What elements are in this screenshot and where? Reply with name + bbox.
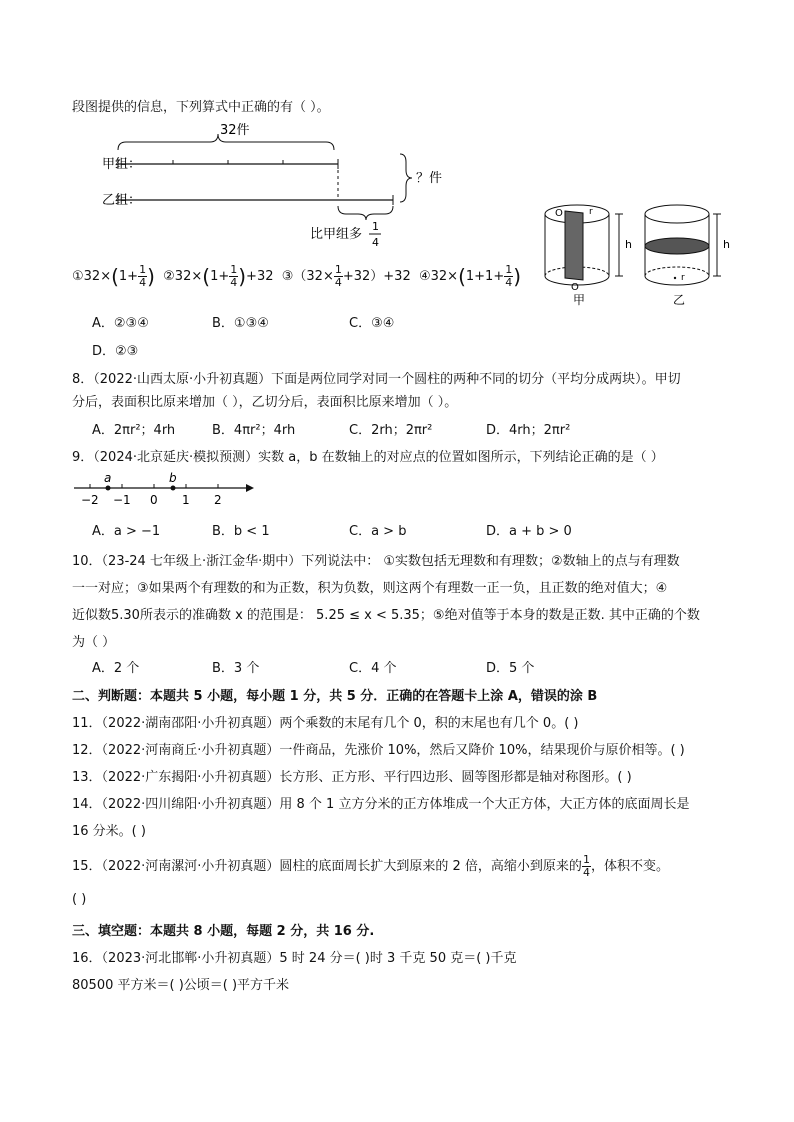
- q8-line1: 8．（2022·山西太原·小升初真题）下面是两位同学对同一个圆柱的两种不同的切分（平均分成两块）。甲切: [72, 372, 681, 387]
- cyl-o-top: O: [555, 208, 563, 219]
- q14-line2: 16 分米。( ): [72, 824, 146, 839]
- tick-0: 0: [150, 493, 158, 506]
- expr3-mid: +32）+32: [342, 269, 411, 284]
- expr3: ③（32×: [281, 269, 334, 284]
- q10-line2: 一一对应；③如果两个有理数的和为正数，积为负数，则这两个有理数一正一负，且正数的绝对值大；④: [72, 581, 668, 596]
- expr2-frac: $\frac{1}{4}$: [230, 263, 238, 289]
- q10-option-c[interactable]: C．4 个: [349, 661, 397, 676]
- q16-line2: 80500 平方米＝( )公顷＝( )平方千米: [72, 978, 290, 993]
- q8-line2: 分后，表面积比原来增加（ ），乙切分后，表面积比原来增加（ ）。: [72, 395, 458, 410]
- label-jia: 甲组：: [102, 157, 142, 172]
- point-a-label: a: [104, 471, 112, 485]
- expr2-suffix: +32: [246, 269, 274, 284]
- expr1-prefix: ①32×: [72, 269, 112, 284]
- tick-neg1: −1: [113, 493, 131, 506]
- q7-option-c[interactable]: C．③④: [349, 316, 395, 331]
- q10-option-b[interactable]: B．3 个: [212, 661, 260, 676]
- tick-neg2: −2: [81, 493, 99, 506]
- tick-2: 2: [214, 493, 222, 506]
- q12: 12．（2022·河南商丘·小升初真题）一件商品，先涨价 10%，然后又降价 10%，结果现价与原价相等。( ): [72, 743, 685, 758]
- q7-intro: 段图提供的信息，下列算式中正确的有（ ）。: [72, 100, 330, 115]
- label-yi: 乙组：: [102, 193, 142, 208]
- expr4-frac: $\frac{1}{4}$: [505, 263, 513, 289]
- expr2-prefix: ②32×: [163, 269, 203, 284]
- frac-four: 4: [372, 236, 379, 249]
- cyl-jia-label: 甲: [573, 293, 586, 307]
- q15-line1: 15．（2022·河南漯河·小升初真题）圆柱的底面周长扩大到原来的 2 倍，高缩小到原来的 $\frac{1}{4}$ ，体积不变。: [72, 853, 669, 879]
- section2-title: 二、判断题：本题共 5 小题，每小题 1 分，共 5 分．正确的在答题卡上涂 A，错误的涂 B: [72, 689, 598, 704]
- point-b-marker: [171, 486, 176, 491]
- cyl-r-yi: r: [681, 273, 685, 283]
- q15-frac: $\frac{1}{4}$: [582, 853, 590, 879]
- q9-option-a[interactable]: A．a > −1: [92, 524, 161, 539]
- q7-option-d[interactable]: D．②③: [92, 344, 139, 359]
- q9-option-d[interactable]: D．a + b > 0: [486, 524, 572, 539]
- q9-number-line: [70, 470, 260, 506]
- label-q: ？件: [416, 171, 443, 186]
- q9-line1: 9．（2024·北京延庆·模拟预测）实数 a，b 在数轴上的对应点的位置如图所示，下列结论正确的是（ ）: [72, 450, 664, 465]
- q14-line1: 14．（2022·四川绵阳·小升初真题）用 8 个 1 立方分米的正方体堆成一个大正方体，大正方体的底面周长是: [72, 797, 690, 812]
- q16-line1: 16．（2023·河北邯郸·小升初真题）5 时 24 分＝( )时 3 千克 50 克＝( )千克: [72, 951, 517, 966]
- q7-option-b[interactable]: B．①③④: [212, 316, 269, 331]
- q10-line1: 10．（23-24 七年级上·浙江金华·期中）下列说法中： ①实数包括无理数和有理数；②数轴上的点与有理数: [72, 554, 680, 569]
- q8-option-c[interactable]: C．2rh；2πr²: [349, 423, 433, 438]
- cyl-o-bottom: O: [571, 282, 579, 293]
- expr4-prefix: ④32×: [418, 269, 459, 284]
- expr1-one: 1+: [118, 269, 139, 284]
- cyl-r-top: r: [589, 207, 593, 217]
- frac-one: 1: [372, 220, 379, 233]
- expr4-one: 1+1+: [465, 269, 505, 284]
- q11: 11．（2022·湖南邵阳·小升初真题）两个乘数的末尾有几个 0，积的末尾也有几个 0。( ): [72, 716, 579, 731]
- q10-option-d[interactable]: D．5 个: [486, 661, 535, 676]
- expr3-frac: $\frac{1}{4}$: [334, 263, 342, 289]
- q10-option-a[interactable]: A．2 个: [92, 661, 140, 676]
- label-32: 32件: [220, 123, 250, 138]
- cylinder-figures: [535, 200, 735, 310]
- q8-option-d[interactable]: D．4rh；2πr²: [486, 423, 571, 438]
- q13: 13．（2022·广东揭阳·小升初真题）长方形、正方形、平行四边形、圆等图形都是轴对称图形。( ): [72, 770, 632, 785]
- q15-line2: ( ): [72, 892, 87, 907]
- q7-option-a[interactable]: A．②③④: [92, 316, 149, 331]
- q8-option-a[interactable]: A．2πr²；4rh: [92, 423, 176, 438]
- q7-segment-diagram: [100, 118, 460, 258]
- expr1-frac: $\frac{1}{4}$: [139, 263, 147, 289]
- point-b-label: b: [169, 471, 177, 485]
- point-a-marker: [106, 486, 111, 491]
- cyl-yi-label: 乙: [673, 293, 686, 307]
- cyl-h-jia: h: [625, 238, 632, 251]
- q7-expressions: ①32×(1+ $\frac{1}{4}$ ) ②32×(1+ $\frac{1}{4}$ )+32 ③（32× $\frac{1}{4}$ +32）+32 ④32×(1+1+ $\frac{1}{4}$ ): [72, 263, 522, 289]
- q10-line3: 近似数5.30所表示的准确数 x 的范围是： 5.25 ≤ x < 5.35；⑤绝对值等于本身的数是正数. 其中正确的个数: [72, 608, 700, 623]
- section3-title: 三、填空题：本题共 8 小题，每题 2 分，共 16 分.: [72, 924, 375, 939]
- q8-option-b[interactable]: B．4πr²；4rh: [212, 423, 296, 438]
- cyl-h-yi: h: [723, 238, 730, 251]
- q9-option-c[interactable]: C．a > b: [349, 524, 407, 539]
- tick-1: 1: [182, 493, 190, 506]
- label-more: 比甲组多: [310, 227, 363, 242]
- q10-line4: 为（ ）: [72, 635, 116, 650]
- q9-option-b[interactable]: B．b < 1: [212, 524, 270, 539]
